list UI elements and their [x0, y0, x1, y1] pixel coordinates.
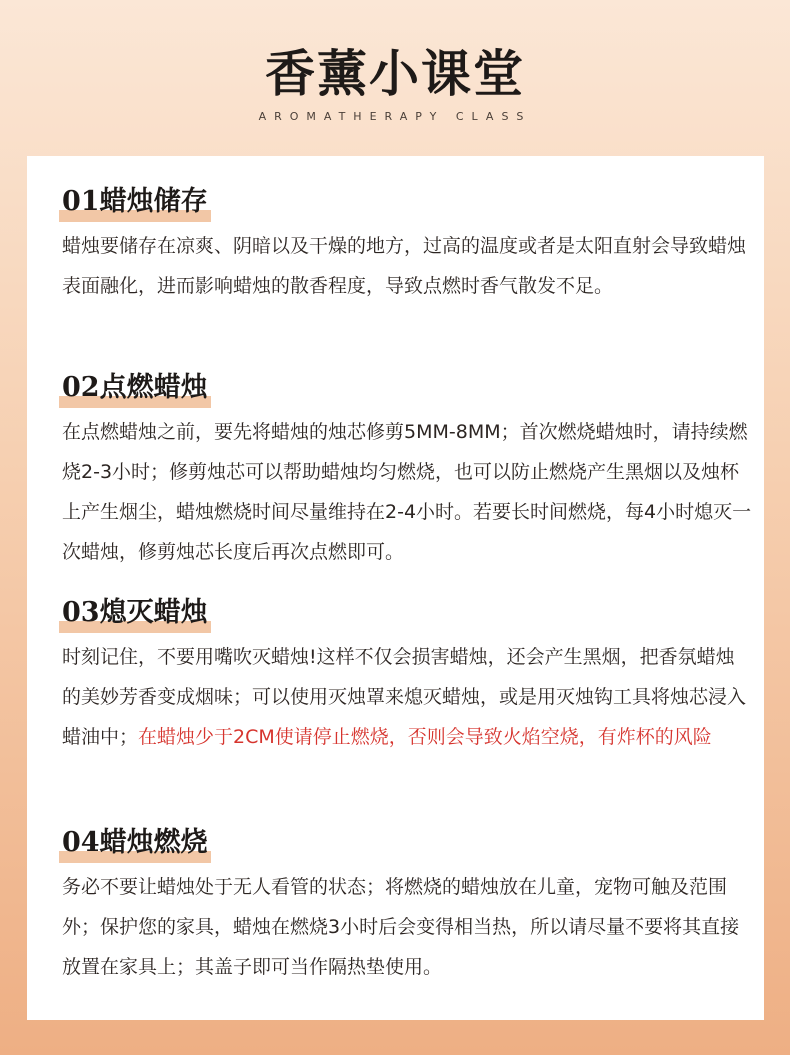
page-subtitle: AROMATHERAPY CLASS: [258, 110, 532, 123]
warning-text: 在蜡烛少于2CM使请停止燃烧，否则会导致火焰空烧，有炸杯的风险: [138, 726, 712, 748]
section-heading: [62, 182, 208, 224]
section-heading: [62, 368, 208, 410]
content-card: [27, 156, 764, 1020]
section-lighting-candle: [62, 368, 752, 572]
page-header: [0, 0, 790, 150]
section-body: 时刻记住，不要用嘴吹灭蜡烛!这样不仅会损害蜡烛，还会产生黑烟，把香氛蜡烛的美妙芳香变成烟味；可以使用灭烛罩来熄灭蜡烛，或是用灭烛钩工具将烛芯浸入蜡油中；: [62, 646, 747, 748]
section-body-with-warning: [62, 637, 752, 757]
section-candle-storage: [62, 182, 752, 306]
section-body: 在点燃蜡烛之前，要先将蜡烛的烛芯修剪5MM-8MM；首次燃烧蜡烛时，请持续燃烧2-3小时；修剪烛芯可以帮助蜡烛均匀燃烧，也可以防止燃烧产生黑烟以及烛杯上产生烟尘，蜡烛燃烧时间尽量维持在2-4小时。若要长时间燃烧，每4小时熄灭一次蜡烛，修剪烛芯长度后再次点燃即可。: [62, 421, 752, 563]
section-body: 蜡烛要储存在凉爽、阴暗以及干燥的地方，过高的温度或者是太阳直射会导致蜡烛表面融化，进而影响蜡烛的散香程度，导致点燃时香气散发不足。: [62, 235, 747, 297]
section-title: 03熄灭蜡烛: [62, 597, 208, 628]
section-heading: [62, 823, 208, 865]
section-title: 04蜡烛燃烧: [62, 827, 208, 858]
section-title: 02点燃蜡烛: [62, 372, 208, 403]
section-body: 务必不要让蜡烛处于无人看管的状态；将燃烧的蜡烛放在儿童，宠物可触及范围外；保护您的家具，蜡烛在燃烧3小时后会变得相当热，所以请尽量不要将其直接放置在家具上；其盖子即可当作隔热垫使用。: [62, 876, 740, 978]
page-title: 香薰小课堂: [265, 44, 525, 103]
section-extinguish-candle: [62, 593, 752, 757]
section-candle-burning: [62, 823, 752, 987]
section-heading: [62, 593, 208, 635]
section-title: 01蜡烛储存: [62, 186, 208, 217]
